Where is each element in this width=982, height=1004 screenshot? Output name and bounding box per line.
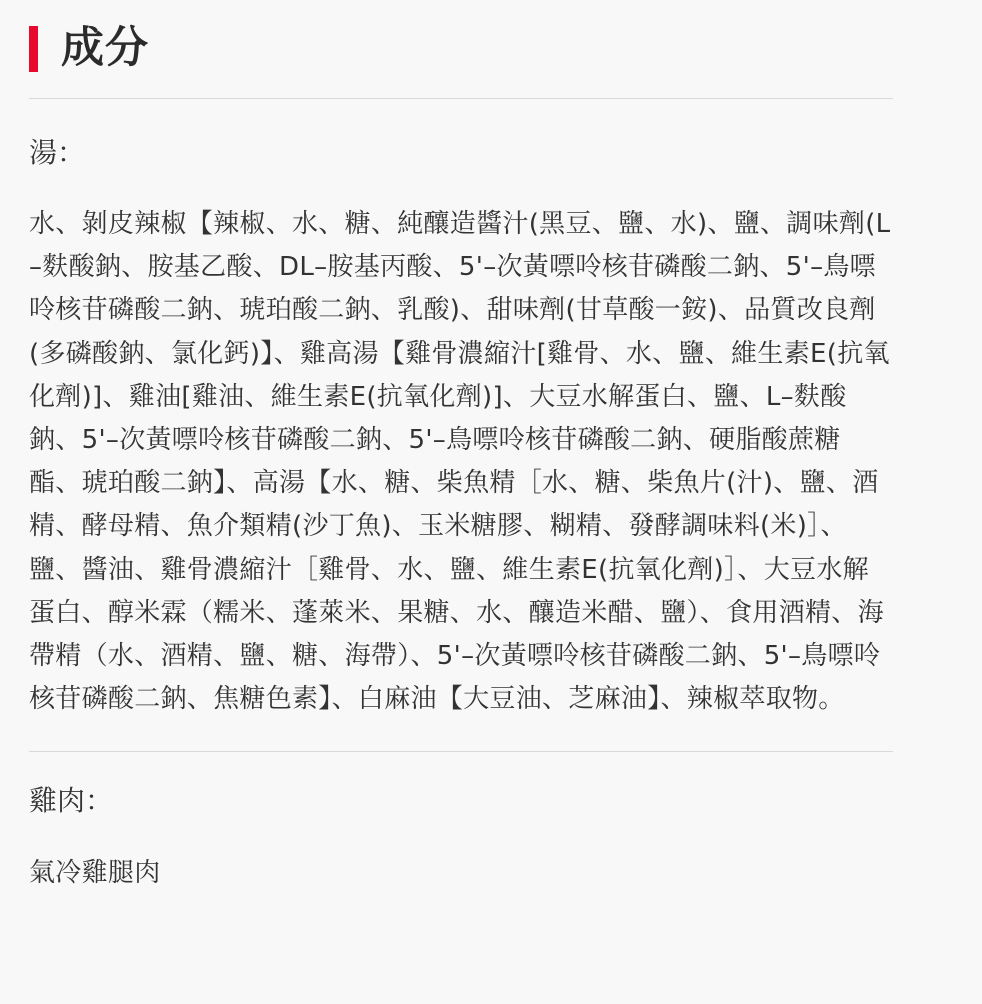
chicken-ingredients-text: 氣冷雞腿肉 — [29, 858, 161, 889]
soup-section — [29, 99, 893, 721]
chicken-label: 雞肉： — [29, 784, 114, 818]
accent-bar — [29, 26, 38, 72]
soup-ingredients-text: 水、剝皮辣椒【辣椒、水、糖、純釀造醬汁(黑豆、鹽、水)、鹽、調味劑(L–麩酸鈉、胺基乙酸、DL–胺基丙酸、5'–次黃嘌呤核苷磷酸二鈉、5'–鳥嘌呤核苷磷酸二鈉、琥珀酸二鈉、乳酸)、甜味劑(甘草酸一銨)、品質改良劑(多磷酸鈉、氯化鈣)】、雞高湯【雞骨濃縮汁[雞骨、水、鹽、維生素E(抗氧化劑)]、雞油[雞油、維生素E(抗氧化劑)]、大豆水解蛋白、鹽、L–麩酸鈉、5'–次黃嘌呤核苷磷酸二鈉、5'–鳥嘌呤核苷磷酸二鈉、硬脂酸蔗糖酯、琥珀酸二鈉】、高湯【水、糖、柴魚精［水、糖、柴魚片(汁)、鹽、酒精、酵母精、魚介類精(沙丁魚)、玉米糖膠、糊精、發酵調味料(米)］、鹽、醬油、雞骨濃縮汁［雞骨、水、鹽、維生素E(抗氧化劑)］、大豆水解蛋白、醇米霖（糯米、蓬萊米、果糖、水、釀造米醋、鹽）、食用酒精、海帶精（水、酒精、鹽、糖、海帶）、5'–次黃嘌呤核苷磷酸二鈉、5'–鳥嘌呤核苷磷酸二鈉、焦糖色素】、白麻油【大豆油、芝麻油】、辣椒萃取物。 — [29, 209, 891, 715]
soup-label: 湯： — [29, 136, 86, 169]
page-title: 成分 — [61, 23, 149, 73]
section-heading — [29, 0, 893, 99]
ingredients-panel — [29, 0, 893, 896]
chicken-section — [29, 752, 893, 895]
